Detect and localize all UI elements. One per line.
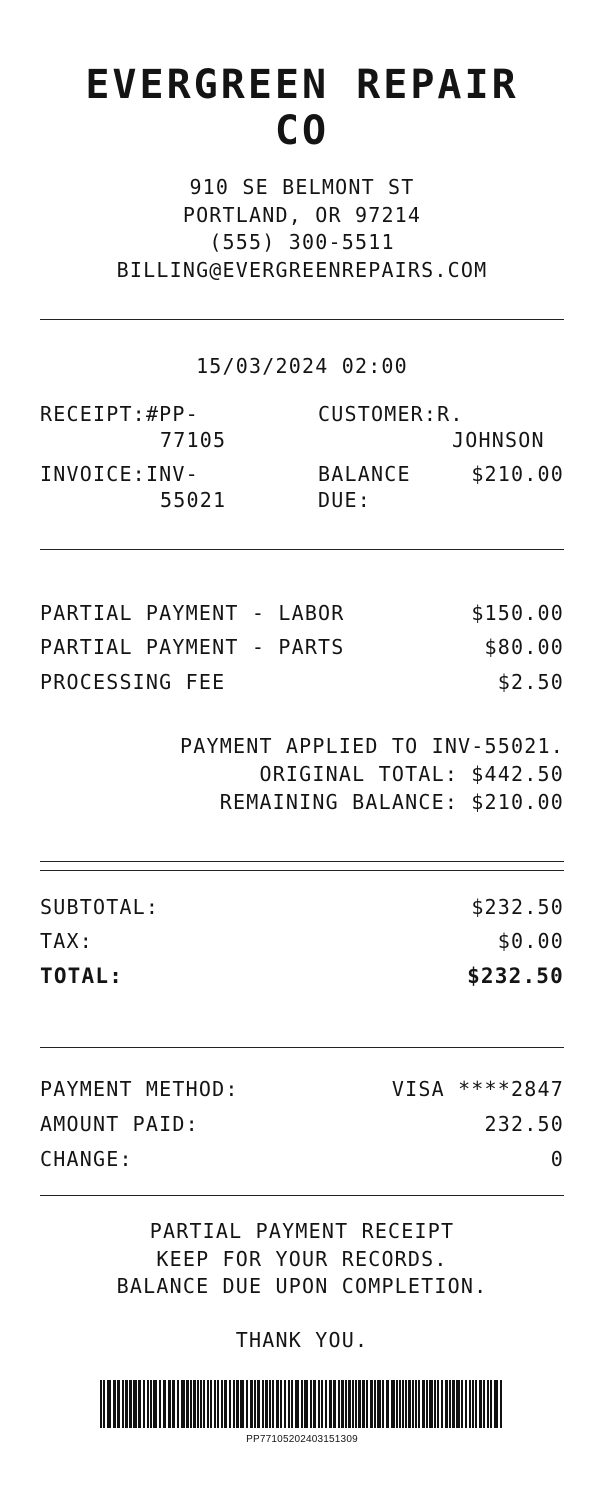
barcode-bar [500,1380,502,1428]
barcode-bar [329,1380,332,1428]
note-line2: ORIGINAL TOTAL: $442.50 [259,762,564,786]
barcode-bar [475,1380,477,1428]
barcode-bar [224,1380,227,1428]
barcode-bar [422,1380,425,1428]
barcode-bar [172,1380,175,1428]
barcode-bar [291,1380,293,1428]
barcode-bar [301,1380,303,1428]
barcode-bar [265,1380,268,1428]
barcode-bar [490,1380,492,1428]
barcode-bar [382,1380,384,1428]
barcode-bar [207,1380,209,1428]
amount-paid-row [40,1112,564,1136]
store-name-line1: EVERGREEN REPAIR [85,62,519,108]
change-row [40,1147,564,1171]
customer-label: CUSTOMER: [318,402,438,426]
thank-you: THANK YOU. [235,1328,369,1352]
receipt-datetime: 15/03/2024 02:00 [196,354,408,378]
barcode-bar [345,1380,347,1428]
barcode-bar [153,1380,157,1428]
barcode-bar [129,1380,132,1428]
barcode-bar [186,1380,189,1428]
barcode-bar [461,1380,463,1428]
footer-line1: PARTIAL PAYMENT RECEIPT [149,1219,455,1243]
divider [40,1195,564,1196]
divider [40,549,564,550]
divider [40,319,564,320]
receipt-number [40,401,226,453]
barcode-bar [262,1380,264,1428]
barcode-bar [358,1380,361,1428]
barcode-bar [143,1380,145,1428]
footer-line2: KEEP FOR YOUR RECORDS. [156,1246,448,1271]
tax-value: $0.00 [497,929,564,953]
barcode-bar [257,1380,260,1428]
barcode-bar [229,1380,231,1428]
barcode-bar [483,1380,485,1428]
receipt-label: RECEIPT: [40,402,146,426]
barcode-bar [452,1380,455,1428]
barcode-bar [325,1380,327,1428]
barcode-bar [408,1380,411,1428]
barcode-bar [313,1380,316,1428]
change-label: CHANGE: [40,1147,133,1171]
invoice-value-2: 55021 [160,488,227,512]
barcode-bar [288,1380,290,1428]
store-name-line2: CO [274,108,330,154]
item-amount: $80.00 [484,635,564,659]
barcode-bar [402,1380,404,1428]
customer-value-2: JOHNSON [452,428,545,452]
balance-label-2: DUE: [318,488,371,512]
barcode [100,1380,504,1428]
divider [40,1047,564,1048]
barcode-bar [366,1380,368,1428]
barcode-bar [233,1380,235,1428]
barcode-bar [150,1380,152,1428]
line-item [40,635,564,659]
barcode-bar [203,1380,205,1428]
barcode-bar [221,1380,223,1428]
balance-due-label [318,461,411,513]
phone: (555) 300-5511 [209,230,395,254]
barcode-bar [190,1380,192,1428]
barcode-bar [370,1380,373,1428]
barcode-bar [434,1380,436,1428]
barcode-bar [469,1380,471,1428]
barcode-bar [465,1380,467,1428]
barcode-bar [133,1380,137,1428]
address-line1: 910 SE BELMONT ST [189,175,415,199]
barcode-bar [117,1380,120,1428]
subtotal-label: SUBTOTAL: [40,895,160,919]
barcode-bar [125,1380,128,1428]
barcode-bar [100,1380,102,1428]
address-line2: PORTLAND, OR 97214 [182,202,422,227]
barcode-bar [429,1380,433,1428]
barcode-bar [341,1380,344,1428]
barcode-bar [321,1380,323,1428]
amount-paid-value: 232.50 [484,1112,564,1136]
receipt-value-1: #PP- [145,402,199,426]
invoice-number [40,461,226,513]
barcode-bar [254,1380,256,1428]
barcode-bar [200,1380,202,1428]
note-line1: PAYMENT APPLIED TO INV-55021. [180,734,564,758]
barcode-bar [147,1380,149,1428]
barcode-bar [391,1380,395,1428]
receipt-value-2: 77105 [160,428,227,452]
subtotal-row [40,895,564,919]
barcode-bar [280,1380,282,1428]
barcode-bar [355,1380,357,1428]
barcode-bar [295,1380,299,1428]
line-item [40,670,564,694]
tax-row [40,929,564,953]
barcode-bar [338,1380,340,1428]
email: BILLING@EVERGREENREPAIRS.COM [116,257,488,282]
change-value: 0 [550,1147,564,1171]
total-label: TOTAL: [40,964,124,988]
barcode-bar [352,1380,354,1428]
barcode-bar [284,1380,286,1428]
barcode-bar [240,1380,244,1428]
store-contact [40,174,564,284]
total-value: $232.50 [467,964,564,988]
barcode-bar [396,1380,398,1428]
barcode-bar [269,1380,271,1428]
balance-label-1: BALANCE [318,462,411,486]
line-item [40,601,564,625]
customer [318,401,545,453]
payment-note [40,732,564,816]
invoice-value-1: INV- [145,462,199,486]
item-name: PROCESSING FEE [40,670,226,694]
payment-method-row [40,1077,564,1101]
tax-label: TAX: [40,929,93,953]
balance-due-value: $210.00 [471,462,564,486]
barcode-bar [113,1380,116,1428]
barcode-bar [333,1380,336,1428]
item-name: PARTIAL PAYMENT - LABOR [40,601,345,625]
barcode-bar [405,1380,407,1428]
amount-paid-label: AMOUNT PAID: [40,1112,199,1136]
barcode-bar [304,1380,308,1428]
barcode-bar [214,1380,216,1428]
barcode-bar [456,1380,460,1428]
barcode-bar [487,1380,489,1428]
barcode-bar [494,1380,498,1428]
barcode-bar [318,1380,320,1428]
note-line3: REMAINING BALANCE: $210.00 [219,790,564,814]
barcode-bar [426,1380,428,1428]
footer-message [40,1218,564,1301]
barcode-bar [197,1380,199,1428]
barcode-bar [177,1380,179,1428]
barcode-bar [181,1380,185,1428]
barcode-bar [415,1380,417,1428]
barcode-bar [276,1380,279,1428]
barcode-bar [437,1380,439,1428]
barcode-bar [217,1380,219,1428]
barcode-bar [418,1380,420,1428]
double-divider [40,861,564,871]
barcode-bar [272,1380,274,1428]
footer-line3: BALANCE DUE UPON COMPLETION. [116,1274,488,1298]
item-name: PARTIAL PAYMENT - PARTS [40,635,345,659]
barcode-bar [122,1380,124,1428]
payment-method-label: PAYMENT METHOD: [40,1077,239,1101]
total-row [40,964,564,988]
barcode-bar [210,1380,212,1428]
subtotal-value: $232.50 [471,895,564,919]
item-amount: $2.50 [497,670,564,694]
invoice-label: INVOICE: [40,462,146,486]
barcode-bar [246,1380,248,1428]
customer-value-1: R. [437,402,464,426]
barcode-bar [374,1380,376,1428]
barcode-bar [399,1380,401,1428]
barcode-bar [472,1380,474,1428]
barcode-bar [348,1380,351,1428]
barcode-bar [449,1380,451,1428]
barcode-bar [163,1380,166,1428]
barcode-bar [168,1380,171,1428]
store-name [40,62,564,154]
barcode-bar [445,1380,448,1428]
barcode-bar [412,1380,414,1428]
barcode-bar [103,1380,105,1428]
barcode-bar [441,1380,443,1428]
barcode-bar [386,1380,389,1428]
barcode-bar [236,1380,239,1428]
barcode-bar [479,1380,482,1428]
barcode-bar [250,1380,253,1428]
barcode-bar [138,1380,141,1428]
item-amount: $150.00 [471,601,564,625]
barcode-bar [310,1380,312,1428]
barcode-number: PP77105202403151309 [246,1434,358,1445]
barcode-bar [107,1380,111,1428]
barcode-bar [362,1380,365,1428]
barcode-bar [377,1380,381,1428]
barcode-bar [159,1380,161,1428]
payment-method-value: VISA ****2847 [391,1077,564,1101]
barcode-bar [193,1380,196,1428]
